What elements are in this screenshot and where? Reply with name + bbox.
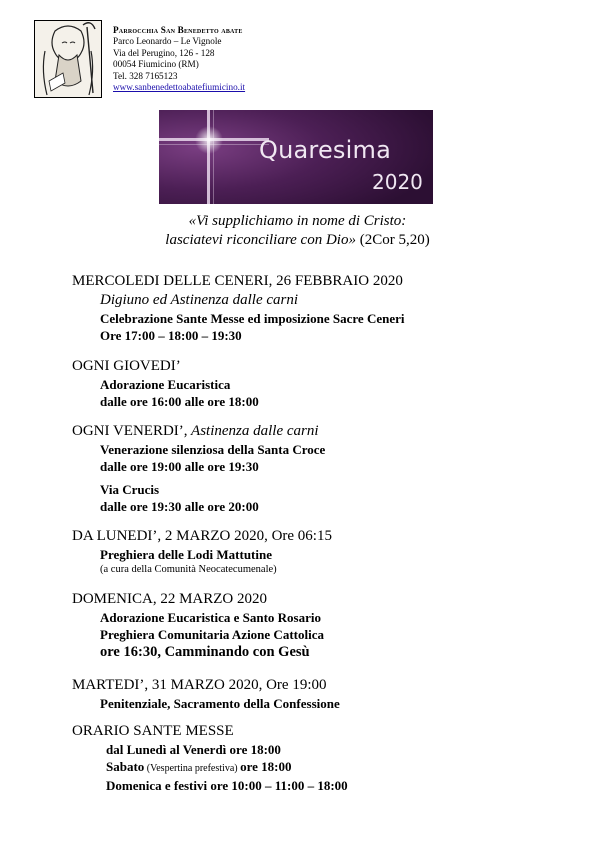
event-title: ORARIO SANTE MESSE — [72, 723, 234, 739]
event-title: MARTEDI’, 31 MARZO 2020, Ore 19:00 — [72, 677, 327, 693]
parish-name: Parrocchia San Benedetto abate — [113, 25, 243, 35]
event-venerdi — [72, 422, 325, 515]
event-line: Penitenziale, Sacramento della Confessione — [100, 696, 340, 711]
phone: Tel. 328 7165123 — [113, 70, 178, 81]
quote-reference: (2Cor 5,20) — [355, 232, 430, 248]
parish-logo — [34, 20, 102, 98]
event-line: ore 16:30, Camminando con Gesù — [100, 644, 310, 660]
event-line: Venerazione silenziosa della Santa Croce — [100, 442, 326, 457]
event-title-note: Astinenza dalle carni — [187, 423, 319, 439]
quote-line-2: lasciatevi riconciliare con Dio» — [165, 232, 356, 248]
event-ceneri — [72, 272, 404, 344]
schedule-line: dal Lunedì al Venerdì ore 18:00 — [106, 742, 281, 757]
schedule-day: Sabato — [106, 759, 145, 774]
event-title: DOMENICA, 22 MARZO 2020 — [72, 591, 267, 607]
event-line: Adorazione Eucaristica e Santo Rosario — [100, 610, 321, 625]
event-giovedi — [72, 357, 259, 410]
event-subtitle: Digiuno ed Astinenza dalle carni — [100, 292, 299, 308]
event-domenica — [72, 590, 324, 662]
mass-schedule — [72, 722, 348, 794]
quote-line-1: «Vi supplichiamo in nome di Cristo: — [188, 213, 407, 229]
event-title: OGNI VENERDI’, — [72, 423, 188, 439]
event-line: Adorazione Eucaristica — [100, 377, 231, 392]
event-lunedi — [72, 527, 332, 577]
banner-title: Quaresima — [259, 136, 391, 164]
event-line: Via Crucis — [100, 482, 160, 497]
event-line: dalle ore 19:30 alle ore 20:00 — [100, 499, 259, 514]
event-line: Preghiera Comunitaria Azione Cattolica — [100, 627, 324, 642]
banner-year: 2020 — [372, 170, 423, 194]
address-line-3: 00054 Fiumicino (RM) — [113, 59, 199, 70]
schedule-line: Domenica e festivi ore 10:00 – 11:00 – 18:00 — [106, 778, 348, 793]
event-title: MERCOLEDI DELLE CENERI, 26 FEBBRAIO 2020 — [72, 273, 403, 289]
website-link[interactable]: www.sanbenedettoabatefiumicino.it — [113, 82, 246, 93]
event-line: dalle ore 19:00 alle ore 19:30 — [100, 459, 259, 474]
scripture-quote — [0, 212, 595, 250]
event-title: OGNI GIOVEDI’ — [72, 358, 181, 374]
event-title: DA LUNEDI’, 2 MARZO 2020, Ore 06:15 — [72, 528, 332, 544]
parish-header — [113, 25, 245, 93]
schedule-time: ore 18:00 — [240, 759, 292, 774]
event-line: dalle ore 16:00 alle ore 18:00 — [100, 394, 259, 409]
schedule-note: (Vespertina prefestiva) — [144, 763, 241, 774]
event-note: (a cura della Comunità Neocatecumenale) — [100, 564, 277, 575]
event-martedi — [72, 676, 340, 712]
event-line: Celebrazione Sante Messe ed imposizione Sacre Ceneri — [100, 311, 405, 326]
event-line: Preghiera delle Lodi Mattutine — [100, 547, 272, 562]
address-line-1: Parco Leonardo – Le Vignole — [113, 36, 222, 47]
event-line: Ore 17:00 – 18:00 – 19:30 — [100, 328, 242, 343]
address-line-2: Via del Perugino, 126 - 128 — [113, 47, 215, 58]
